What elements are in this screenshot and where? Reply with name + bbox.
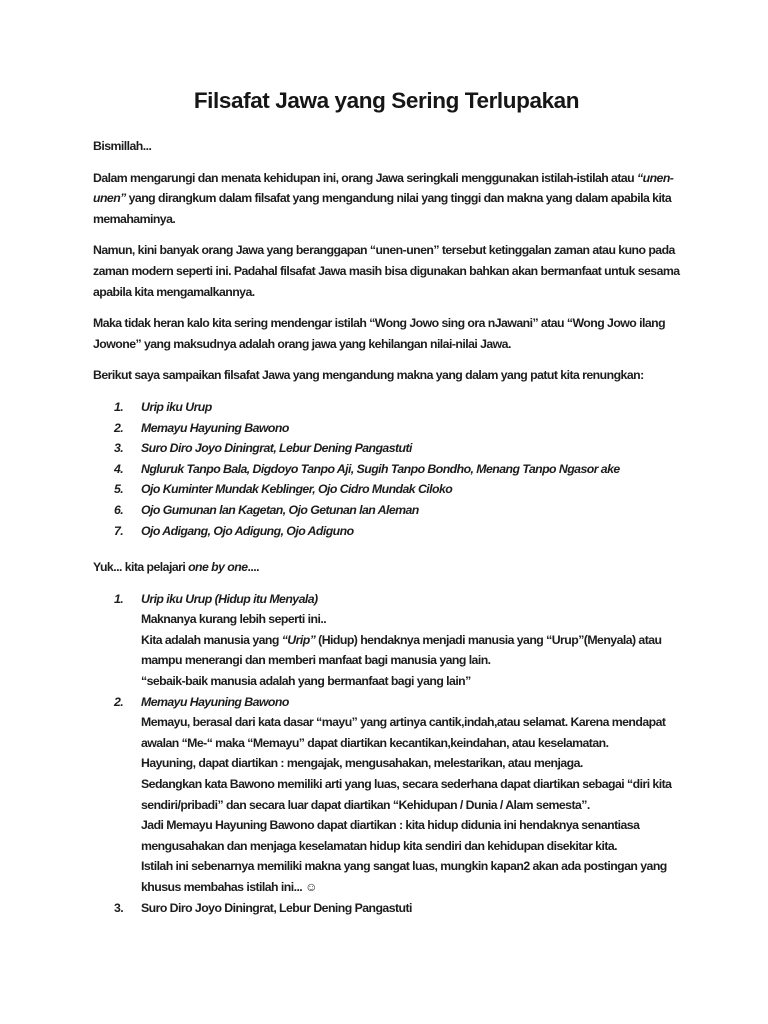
text-segment: Ojo Kuminter Mundak Keblinger, Ojo Cidro Mundak Ciloko <box>141 482 453 497</box>
philosophy-list <box>93 397 680 541</box>
list-item-paragraph <box>141 815 680 856</box>
text-segment: .... <box>247 560 259 575</box>
list-item-heading: Urip iku Urup (Hidup itu Menyala) <box>141 591 318 606</box>
text-segment: Berikut saya sampaikan filsafat Jawa yang mengandung makna yang dalam yang patut kita renungkan: <box>93 368 644 383</box>
text-segment: Ojo Adigang, Ojo Adigung, Ojo Adiguno <box>141 523 354 538</box>
list-item-paragraph <box>141 630 680 671</box>
text-segment: Suro Diro Joyo Diningrat, Lebur Dening Pangastuti <box>141 441 412 456</box>
list-item-paragraph <box>141 712 680 753</box>
text-segment: Memayu, berasal dari kata dasar “mayu” yang artinya cantik,indah,atau selamat. Karena mendapat awalan “Me-“ maka “Memayu” dapat diartikan kecantikan,keindahan, atau keselamatan. <box>141 715 666 750</box>
philosophy-list-item <box>141 459 680 480</box>
text-segment: Istilah ini sebenarnya memiliki makna yang sangat luas, mungkin kapan2 akan ada postingan yang khusus membahas istilah ini... <box>141 859 667 894</box>
text-segment: Sedangkan kata Bawono memiliki arti yang luas, secara sederhana dapat diartikan sebagai “diri kita sendiri/pribadi” dan secara luar dapat diartikan “Kehidupan / Dunia / Alam semesta”. <box>141 777 672 812</box>
list-item-paragraph <box>141 774 680 815</box>
list-item-paragraph <box>141 671 680 692</box>
list-item-paragraph <box>141 609 680 630</box>
text-segment: Namun, kini banyak orang Jawa yang beranggapan “unen-unen” tersebut ketinggalan zaman atau kuno pada zaman modern seperti ini. Padahal filsafat Jawa masih bisa digunakan bahkan akan bermanfaat untuk sesama apabila kita mengamalkannya. <box>93 243 680 299</box>
text-segment: Yuk... kita pelajari <box>93 560 189 575</box>
paragraph <box>93 168 680 230</box>
transition-line <box>93 557 680 578</box>
explanation-list-item <box>141 589 680 692</box>
text-segment: Memayu Hayuning Bawono <box>141 420 289 435</box>
list-item-heading: Suro Diro Joyo Diningrat, Lebur Dening Pangastuti <box>141 900 412 915</box>
paragraph <box>93 136 680 157</box>
text-segment: Maknanya kurang lebih seperti ini.. <box>141 612 327 627</box>
text-segment: “Urip” <box>281 632 316 647</box>
list-item-paragraph <box>141 753 680 774</box>
text-segment: “sebaik-baik manusia adalah yang bermanfaat bagi yang lain” <box>141 674 471 689</box>
list-item-paragraph <box>141 856 680 897</box>
text-segment: Hayuning, dapat diartikan : mengajak, mengusahakan, melestarikan, atau menjaga. <box>141 756 583 771</box>
philosophy-list-item <box>141 418 680 439</box>
intro-paragraphs <box>93 136 680 386</box>
text-segment: “unen-unen” <box>93 170 674 206</box>
text-segment: Maka tidak heran kalo kita sering mendengar istilah “Wong Jowo sing ora nJawani” atau “Wong Jowo ilang Jowone” yang maksudnya adalah orang jawa yang kehilangan nilai-nilai Jawa. <box>93 316 666 351</box>
paragraph <box>93 365 680 386</box>
text-segment: Kita adalah manusia yang <box>141 632 282 647</box>
philosophy-list-item <box>141 438 680 459</box>
text-segment: one by one <box>188 560 248 575</box>
explanation-list <box>93 589 680 919</box>
paragraph <box>93 240 680 302</box>
text-segment: (Hidup) hendaknya menjadi manusia yang “Urup”(Menyala) atau mampu menerangi dan memberi manfaat bagi manusia yang lain. <box>141 632 662 668</box>
philosophy-list-item <box>141 500 680 521</box>
explanation-list-item <box>141 898 680 919</box>
text-segment: Dalam mengarungi dan menata kehidupan ini, orang Jawa seringkali menggunakan istilah-istilah atau <box>93 170 638 185</box>
document-title: Filsafat Jawa yang Sering Terlupakan <box>193 88 580 113</box>
text-segment: Jadi Memayu Hayuning Bawono dapat diartikan : kita hidup didunia ini hendaknya senantiasa mengusahakan dan menjaga keselamatan hidup kita sendiri dan kehidupan disekitar kita. <box>141 818 640 853</box>
philosophy-list-item <box>141 521 680 542</box>
text-segment: Bismillah... <box>93 139 152 153</box>
text-segment: Urip iku Urup <box>141 399 212 414</box>
smiley-icon: ☺ <box>305 880 318 894</box>
explanation-list-item <box>141 692 680 898</box>
paragraph <box>93 313 680 354</box>
list-item-heading: Memayu Hayuning Bawono <box>141 694 289 709</box>
text-segment: Ngluruk Tanpo Bala, Digdoyo Tanpo Aji, Sugih Tanpo Bondho, Menang Tanpo Ngasor ake <box>141 461 620 476</box>
text-segment: Ojo Gumunan lan Kagetan, Ojo Getunan lan Aleman <box>141 502 419 517</box>
text-segment: yang dirangkum dalam filsafat yang mengandung nilai yang tinggi dan makna yang dalam apabila kita memahaminya. <box>93 191 672 226</box>
philosophy-list-item <box>141 479 680 500</box>
philosophy-list-item <box>141 397 680 418</box>
